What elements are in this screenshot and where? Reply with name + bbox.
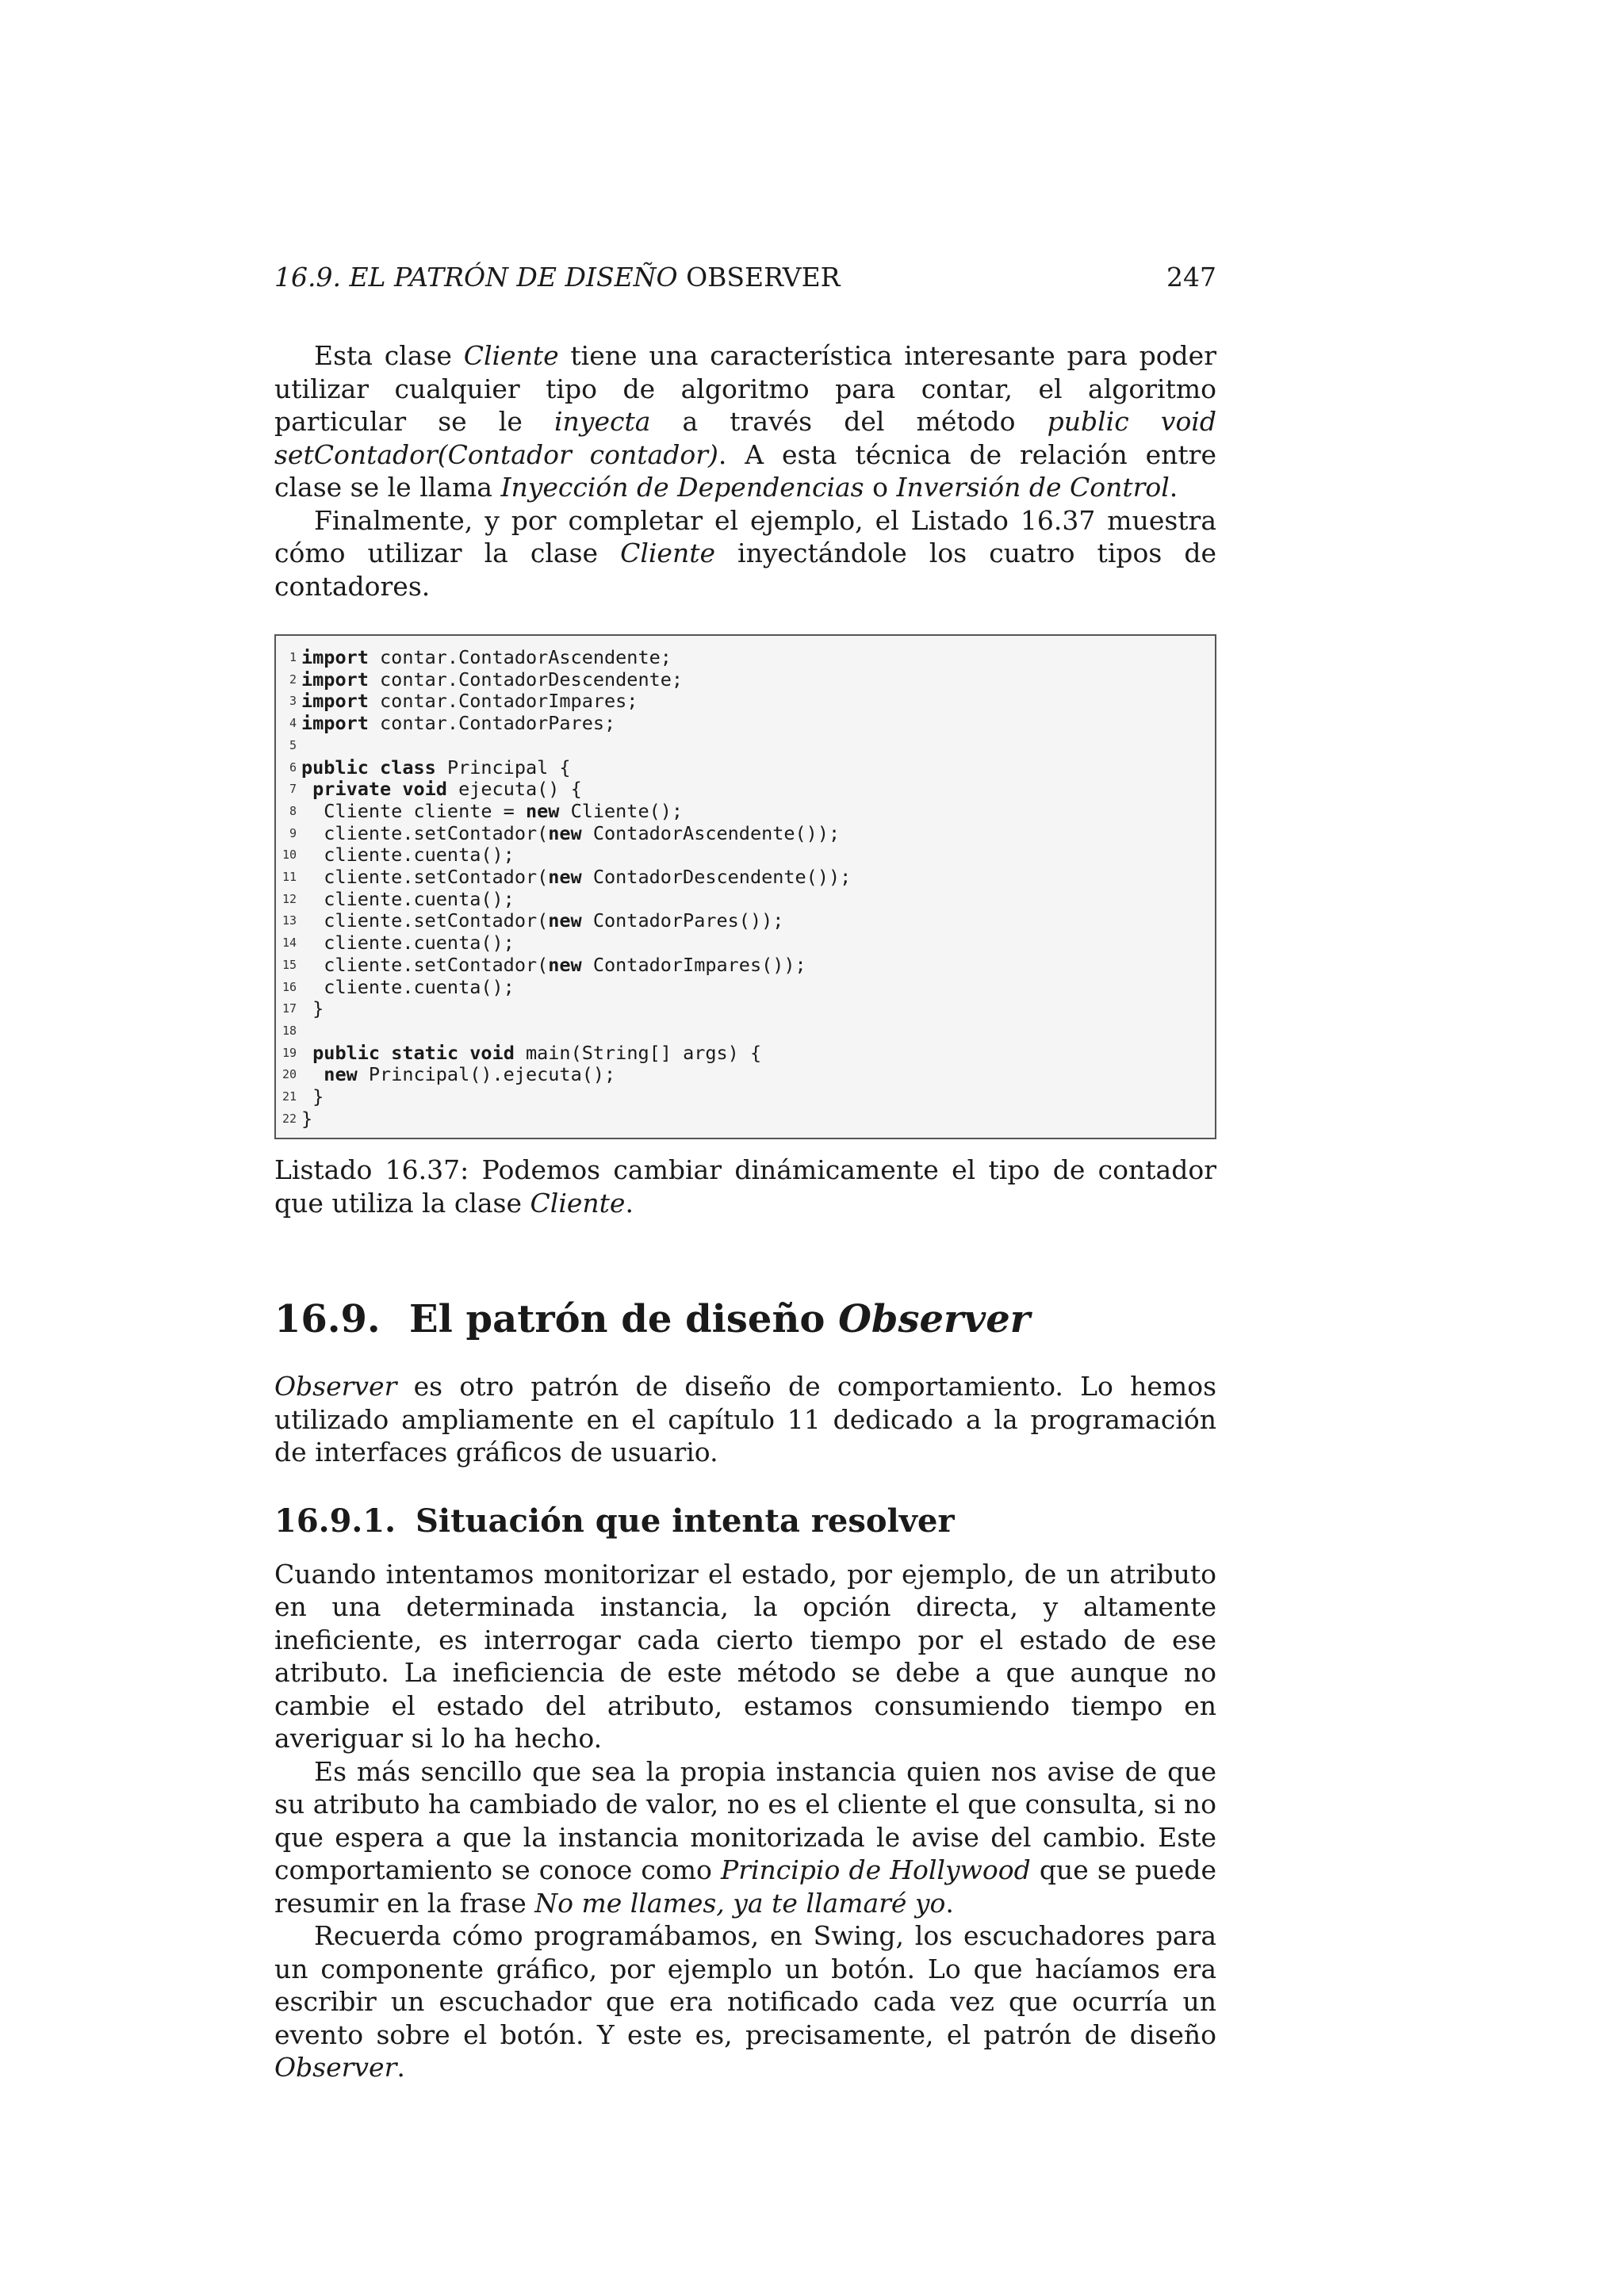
- running-header-section: 16.9. EL PATRÓN DE DISEÑO OBSERVER: [274, 262, 841, 293]
- code-line: [276, 779, 1215, 801]
- code-text: import contar.ContadorImpares;: [301, 690, 638, 713]
- code-text: cliente.setContador(new ContadorAscendente());: [301, 821, 841, 844]
- subsection-title: Situación que intenta resolver: [416, 1502, 955, 1540]
- book-page: [274, 262, 1216, 2084]
- intro-paragraph-2: Finalmente, y por completar el ejemplo, el Listado 16.37 muestra cómo utilizar la clase Cliente inyectándole los cuatro tipos de contadores.: [274, 504, 1216, 602]
- line-number: 3: [289, 694, 297, 709]
- subsection-paragraph-3: Recuerda cómo programábamos, en Swing, los escuchadores para un componente gráfico, por ejemplo un botón. Lo que hacíamos era escribir un escuchador que era notificado cada vez que ocurría un evento sobre el botón. Y este es, precisamente, el patrón de diseño Observer.: [274, 1920, 1216, 2084]
- code-line: [276, 998, 1215, 1020]
- line-number: 12: [282, 891, 297, 906]
- code-text: cliente.setContador(new ContadorDescendente());: [301, 866, 852, 889]
- code-text: cliente.cuenta();: [301, 844, 515, 867]
- line-number: 2: [289, 672, 297, 687]
- line-number: 13: [282, 913, 297, 928]
- code-text: }: [301, 1085, 324, 1108]
- line-number: 9: [289, 825, 297, 840]
- line-number: 22: [282, 1111, 297, 1126]
- code-text: cliente.cuenta();: [301, 975, 515, 998]
- code-text: cliente.cuenta();: [301, 932, 515, 955]
- page-number: 247: [1166, 262, 1216, 293]
- line-number: 5: [289, 737, 297, 752]
- code-text: public static void main(String[] args) {: [312, 1041, 762, 1064]
- code-text: private void ejecuta() {: [312, 778, 582, 801]
- line-number: 15: [282, 957, 297, 972]
- section-paragraph-1: Observer es otro patrón de diseño de comportamiento. Lo hemos utilizado ampliamente en el capítulo 11 dedicado a la programación de interfaces gráficos de usuario.: [274, 1371, 1216, 1468]
- code-line: [276, 735, 1215, 757]
- section-number: 16.9.: [274, 1297, 381, 1342]
- code-line: [276, 955, 1215, 977]
- code-text: cliente.setContador(new ContadorPares());: [301, 909, 784, 932]
- subsection-heading: [274, 1502, 1216, 1545]
- line-number: 16: [282, 979, 297, 994]
- code-listing: [274, 634, 1216, 1139]
- code-line: [276, 932, 1215, 955]
- line-number: 21: [282, 1089, 297, 1104]
- line-number: 4: [289, 716, 297, 731]
- line-number: 11: [282, 870, 297, 885]
- code-line: [276, 691, 1215, 713]
- code-text: new Principal().ejecuta();: [324, 1063, 616, 1086]
- code-line: [276, 867, 1215, 889]
- code-line: [276, 823, 1215, 845]
- code-line: [276, 669, 1215, 691]
- line-number: 20: [282, 1067, 297, 1082]
- section-title: El patrón de diseño Observer: [409, 1297, 1031, 1342]
- subsection-paragraph-2: Es más sencillo que sea la propia instancia quien nos avise de que su atributo ha cambiado de valor, no es el cliente el que consulta, si no que espera a que la instancia monitorizada le avise del cambio. Este comportamiento se conoce como Principio de Hollywood que se puede resumir en la frase No me llames, ya te llamaré yo.: [274, 1755, 1216, 1919]
- code-line: [276, 1086, 1215, 1108]
- line-number: 6: [289, 760, 297, 775]
- code-line: [276, 844, 1215, 867]
- code-line: [276, 1064, 1215, 1086]
- intro-paragraph-1: Esta clase Cliente tiene una característica interesante para poder utilizar cualquier tipo de algoritmo para contar, el algoritmo particular se le inyecta a través del método public void setContador(Contador contador). A esta técnica de relación entre clase se le llama Inyección de Dependencias o Inversión de Control.: [274, 340, 1216, 503]
- line-number: 7: [289, 782, 297, 797]
- line-number: 8: [289, 803, 297, 818]
- code-text: Cliente cliente = new Cliente();: [301, 799, 684, 822]
- code-line: [276, 713, 1215, 735]
- subsection-paragraph-1: Cuando intentamos monitorizar el estado, por ejemplo, de un atributo en una determinada instancia, la opción directa, y altamente ineficiente, es interrogar cada cierto tiempo por el estado de ese atributo. La ineficiencia de este método se debe a que aunque no cambie el estado del atributo, estamos consumiendo tiempo en averiguar si lo ha hecho.: [274, 1558, 1216, 1755]
- line-number: 19: [282, 1045, 297, 1060]
- code-text: import contar.ContadorDescendente;: [301, 668, 684, 691]
- code-line: [276, 977, 1215, 999]
- line-number: 10: [282, 848, 297, 863]
- code-text: public class Principal {: [301, 756, 571, 779]
- code-line: [276, 801, 1215, 823]
- code-line: [276, 647, 1215, 669]
- line-number: 14: [282, 936, 297, 951]
- line-number: 18: [282, 1023, 297, 1038]
- code-text: }: [301, 997, 324, 1020]
- line-number: 1: [289, 650, 297, 664]
- section-heading: [274, 1297, 1216, 1348]
- code-text: cliente.cuenta();: [301, 887, 515, 910]
- code-text: import contar.ContadorPares;: [301, 712, 616, 735]
- listing-caption: Listado 16.37: Podemos cambiar dinámicamente el tipo de contador que utiliza la clase Cliente.: [274, 1154, 1216, 1219]
- line-number: 17: [282, 1001, 297, 1016]
- code-text: import contar.ContadorAscendente;: [301, 646, 672, 668]
- code-line: [276, 1108, 1215, 1131]
- code-line: [276, 757, 1215, 779]
- running-header: [274, 262, 1216, 301]
- code-line: [276, 1020, 1215, 1043]
- code-line: [276, 889, 1215, 911]
- code-text: cliente.setContador(new ContadorImpares());: [301, 953, 806, 976]
- subsection-number: 16.9.1.: [274, 1502, 396, 1540]
- code-line: [276, 910, 1215, 932]
- code-text: }: [301, 1107, 313, 1130]
- code-line: [276, 1043, 1215, 1065]
